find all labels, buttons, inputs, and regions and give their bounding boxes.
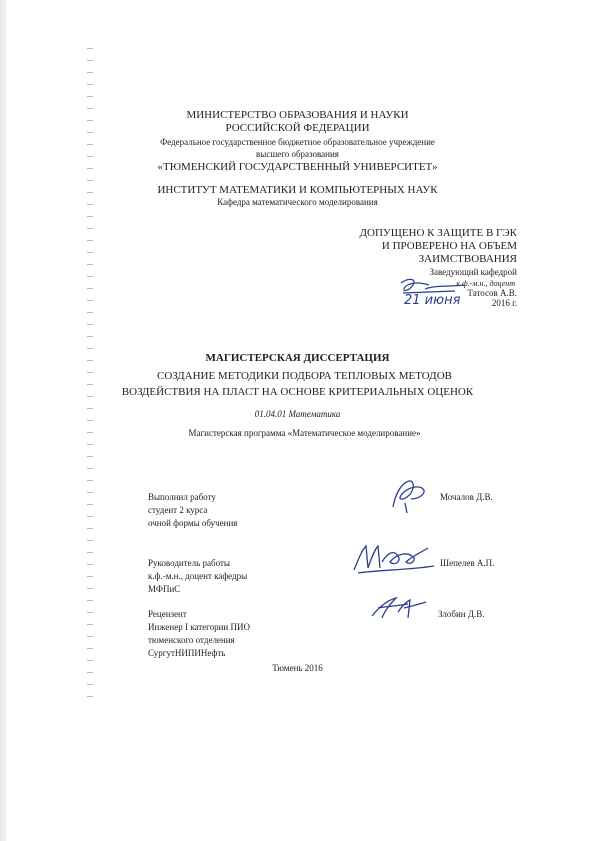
- margin-tick: [87, 468, 93, 469]
- margin-tick: [87, 264, 93, 265]
- margin-tick: [87, 576, 93, 577]
- handwritten-date: 21 июня: [404, 293, 461, 308]
- margin-tick: [87, 636, 93, 637]
- document-type: МАГИСТЕРСКАЯ ДИССЕРТАЦИЯ: [205, 352, 390, 364]
- margin-tick: [87, 288, 93, 289]
- approval-line-2: И ПРОВЕРЕНО НА ОБЪЕМ: [381, 240, 517, 252]
- university-name: «ТЮМЕНСКИЙ ГОСУДАРСТВЕННЫЙ УНИВЕРСИТЕТ»: [157, 161, 438, 173]
- reviewer-role-2: Инженер I категории ПИО: [148, 622, 250, 632]
- author-role-2: студент 2 курса: [148, 505, 208, 515]
- margin-tick: [87, 684, 93, 685]
- margin-tick: [87, 252, 93, 253]
- reviewer-role-3: тюменского отделения: [148, 635, 235, 645]
- margin-tick: [87, 300, 93, 301]
- margin-tick: [87, 48, 93, 49]
- head-of-department-title: Заведующий кафедрой: [429, 267, 517, 277]
- head-of-department-name: Татосов А.В.: [467, 288, 517, 298]
- margin-tick: [87, 612, 93, 613]
- supervisor-role-1: Руководитель работы: [148, 558, 230, 568]
- author-name: Мочалов Д.В.: [440, 492, 493, 502]
- author-signature-icon: [385, 477, 435, 515]
- reviewer-signature-icon: [368, 592, 430, 622]
- margin-tick: [87, 492, 93, 493]
- margin-tick: [87, 420, 93, 421]
- margin-tick: [87, 276, 93, 277]
- margin-tick: [87, 216, 93, 217]
- institution-line-2: высшего образования: [256, 149, 339, 159]
- margin-tick: [87, 240, 93, 241]
- reviewer-role-1: Рецензент: [148, 609, 187, 619]
- margin-tick: [87, 552, 93, 553]
- margin-tick: [87, 84, 93, 85]
- margin-tick: [87, 540, 93, 541]
- topic-line-1: СОЗДАНИЕ МЕТОДИКИ ПОДБОРА ТЕПЛОВЫХ МЕТОДОВ: [157, 370, 452, 382]
- approval-year: 2016 г.: [491, 298, 517, 308]
- margin-tick: [87, 96, 93, 97]
- department-name: Кафедра математического моделирования: [217, 197, 378, 207]
- margin-tick: [87, 324, 93, 325]
- margin-tick: [87, 696, 93, 697]
- institution-line-1: Федеральное государственное бюджетное образовательное учреждение: [160, 137, 435, 147]
- author-role-1: Выполнил работу: [148, 492, 216, 502]
- margin-tick: [87, 444, 93, 445]
- margin-tick: [87, 648, 93, 649]
- reviewer-role-4: СургутНИПИНефть: [148, 648, 226, 658]
- ministry-line-1: МИНИСТЕРСТВО ОБРАЗОВАНИЯ И НАУКИ: [186, 109, 409, 121]
- approval-line-1: ДОПУЩЕНО К ЗАЩИТЕ В ГЭК: [359, 227, 517, 239]
- margin-tick: [87, 348, 93, 349]
- reviewer-name: Злобин Д.В.: [438, 609, 485, 619]
- institute-name: ИНСТИТУТ МАТЕМАТИКИ И КОМПЬЮТЕРНЫХ НАУК: [157, 184, 438, 196]
- margin-tick: [87, 624, 93, 625]
- head-of-department-degree: к.ф.-м.н., доцент: [456, 279, 515, 288]
- margin-tick: [87, 72, 93, 73]
- city-year: Тюмень 2016: [272, 663, 323, 673]
- supervisor-signature-icon: [348, 540, 440, 576]
- margin-tick: [87, 588, 93, 589]
- margin-tick: [87, 480, 93, 481]
- topic-line-2: ВОЗДЕЙСТВИЯ НА ПЛАСТ НА ОСНОВЕ КРИТЕРИАЛЬНЫХ ОЦЕНОК: [121, 386, 474, 398]
- margin-tick: [87, 228, 93, 229]
- ministry-line-2: РОССИЙСКОЙ ФЕДЕРАЦИИ: [225, 122, 370, 134]
- approval-line-3: ЗАИМСТВОВАНИЯ: [418, 253, 517, 265]
- margin-tick: [87, 336, 93, 337]
- margin-tick: [87, 504, 93, 505]
- margin-tick: [87, 312, 93, 313]
- margin-tick: [87, 660, 93, 661]
- margin-tick: [87, 564, 93, 565]
- supervisor-name: Шепелев А.П.: [440, 558, 495, 568]
- margin-tick: [87, 600, 93, 601]
- margin-tick: [87, 528, 93, 529]
- margin-tick: [87, 180, 93, 181]
- margin-tick: [87, 384, 93, 385]
- margin-tick: [87, 60, 93, 61]
- margin-tick: [87, 456, 93, 457]
- margin-tick: [87, 516, 93, 517]
- supervisor-role-2: к.ф.-м.н., доцент кафедры: [148, 571, 248, 581]
- specialty: 01.04.01 Математика: [254, 409, 341, 419]
- author-role-3: очной формы обучения: [148, 518, 238, 528]
- master-program: Магистерская программа «Математическое моделирование»: [188, 428, 421, 438]
- supervisor-role-3: МФПиС: [148, 584, 181, 594]
